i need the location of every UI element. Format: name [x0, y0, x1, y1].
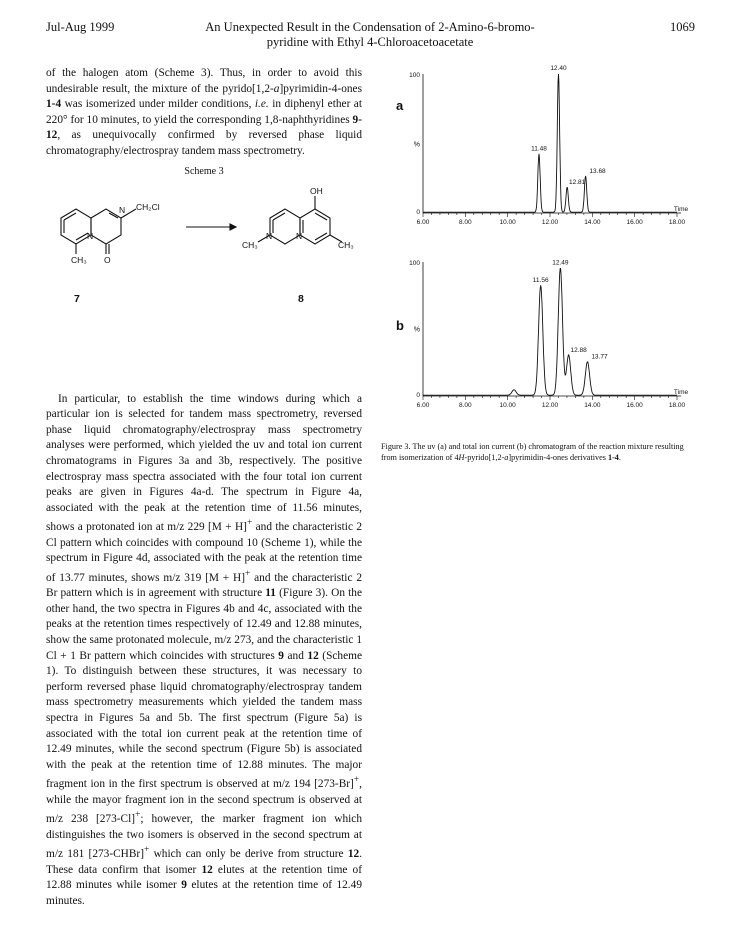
compound-ref: 9	[278, 649, 284, 662]
peak-label: 13.77	[591, 353, 608, 361]
text-run: The uv (a) and total ion current (b) chromatogram of the reaction mixture resulting from isomerization of 4	[381, 442, 684, 462]
italic-run: i.e.	[254, 98, 269, 111]
x-tick-label: 16.00	[626, 402, 643, 409]
group-ch2cl: CH₂Cl	[136, 201, 160, 212]
atom-n: N	[296, 230, 303, 241]
y-tick-label: 100	[409, 260, 420, 267]
paragraph-intro	[46, 66, 362, 160]
peak-label: 13.68	[589, 167, 606, 175]
italic-run: H	[458, 453, 465, 462]
peak-label: 12.40	[550, 65, 567, 72]
compound-ref: 12	[201, 863, 213, 876]
compound-ref: 11	[265, 587, 276, 600]
text-run: ]pyrimidin-4-ones derivatives	[508, 453, 608, 462]
text-run: ]pyrimidin-4-ones	[279, 82, 362, 95]
panel-label-b: b	[396, 318, 404, 333]
x-tick-label: 12.00	[541, 219, 559, 226]
running-header-title-line2: pyridine with Ethyl 4-Chloroacetoacetate	[266, 35, 474, 49]
running-header-date: Jul-Aug 1999	[46, 20, 115, 34]
caption-label: Figure 3.	[381, 442, 411, 451]
atom-o: O	[104, 254, 111, 265]
y-tick-label: 0	[416, 209, 420, 216]
chromatogram-trace-b	[423, 269, 677, 396]
compound-number-7: 7	[74, 292, 80, 305]
compound-ref: 9	[181, 879, 187, 892]
text-run: elutes at the retention time of 12.49 minutes.	[46, 879, 362, 907]
text-run: , as unequivocally confirmed by reversed phase liquid chromatography/electrospray tandem mass spectrometry.	[46, 129, 362, 157]
x-tick-label: 18.00	[668, 402, 686, 409]
superscript: +	[353, 775, 360, 786]
atom-n: N	[119, 204, 126, 215]
peak-label: 12.88	[570, 346, 587, 354]
y-axis-unit: %	[413, 141, 420, 149]
text-run: and the characteristic 2 Cl pattern which coincides with compound 10 (Scheme 1), while the spectrum in Figure 4d, associated with the peak at the retention time of 13.77 minutes, shows m/z 319 [M + H]	[46, 521, 363, 584]
left-column	[46, 66, 362, 909]
text-run: which can only be derive from structure	[149, 848, 348, 861]
running-header-title	[175, 20, 565, 50]
text-run: . These data confirm that isomer	[46, 848, 362, 876]
compound-number-8: 8	[298, 292, 304, 305]
superscript: +	[144, 845, 150, 856]
text-run: of the halogen atom (Scheme 3). Thus, in order to avoid this undesirable result, the mixture of the pyrido[1,2-	[46, 67, 362, 95]
scheme-3	[46, 160, 362, 392]
peak-label: 11.48	[531, 145, 547, 153]
text-run: In particular, to establish the time windows during which a particular ion is selected for tandem mass spectrometry, reversed phase liquid chromatography/electrospray mass spectrometry analyses were performed, which yielded the uv and total ion current chromatograms in Figures 3a and 3b, respectively. The positive electrospray mass spectra associated with the four total ion current peaks are given in Figures 4a-d. The spectrum in Figure 4a, associated with the peak at the retention time of 11.56 minutes, shows a protonated ion at m/z 229 [M + H]	[46, 392, 362, 534]
atom-n: N	[266, 230, 273, 241]
x-tick-label: 8.00	[459, 402, 472, 409]
italic-run: a	[504, 453, 509, 462]
pyrimidinone-ring	[91, 209, 121, 244]
figure-3-caption	[381, 441, 701, 463]
superscript: +	[135, 810, 141, 821]
paragraph-main	[46, 392, 362, 910]
text-run: elutes at the retention time of 12.88 minutes while isomer	[46, 863, 363, 892]
running-header-title-line1: An Unexpected Result in the Condensation of 2-Amino-6-bromo-	[205, 20, 535, 34]
group-ch3: CH₃	[338, 239, 354, 250]
compound-ref: 12	[307, 649, 319, 662]
scheme-title: Scheme 3	[184, 165, 224, 177]
peak-label: 12.81	[569, 178, 586, 186]
x-tick-label: 18.00	[668, 219, 686, 226]
text-run: and the characteristic 2 Br pattern which is in agreement with structure	[46, 571, 362, 600]
x-tick-label: 16.00	[626, 219, 643, 226]
x-axis-title: Time	[673, 206, 689, 213]
compound-ref: 9-12	[46, 113, 362, 142]
text-run: -pyrido[1,2-	[464, 453, 505, 462]
text-run: (Figure 3). On the other hand, the two spectra in Figures 4b and 4c, associated with the peaks at the retention times respectively of 12.49 and 12.88 minutes, show the same protonated molecule, m/z 273, and the characteristic 1 Cl + 1 Br pattern which coincides with structures	[46, 587, 362, 662]
compound-ref: 1-4	[607, 453, 619, 462]
italic-run: a	[273, 82, 280, 95]
naphthyridine-ring-right	[300, 209, 330, 244]
page-number: 1069	[670, 20, 695, 34]
x-tick-label: 6.00	[416, 219, 430, 226]
text-run: (Scheme 1). To distinguish between these structures, it was necessary to perform reversed phase liquid chromatography/electrospray tandem mass spectrometry measurements which yielded the tandem mass spectra in Figures 5a and 5b. The first spectrum (Figure 5a) is associated with the total ion current peak at the retention time of 12.49 minutes, while the second spectrum (Figure 5b) is associated with the peak at the retention time of 12.88 minutes. The major fragment ion in the first spectrum is observed at m/z 194 [273-Br]	[46, 649, 362, 791]
peak-label: 12.49	[552, 259, 569, 267]
x-tick-label: 6.00	[416, 402, 430, 409]
x-tick-label: 14.00	[584, 402, 601, 409]
y-axis-unit: %	[413, 326, 420, 334]
text-run: , while the mayor fragment ion in the second spectrum is observed at m/z 238 [273-Cl]	[46, 778, 362, 826]
group-oh: OH	[310, 185, 323, 196]
figure-3	[381, 60, 701, 440]
text-run: and	[283, 649, 308, 662]
text-run: was isomerized under milder conditions,	[61, 98, 255, 111]
y-tick-label: 0	[416, 392, 420, 399]
group-ch3: CH₃	[71, 254, 87, 265]
compound-ref: 1-4	[46, 98, 62, 111]
superscript: +	[246, 518, 253, 529]
text-run: .	[618, 453, 621, 462]
x-tick-label: 12.00	[541, 402, 559, 409]
chromatogram-figure	[381, 60, 701, 435]
y-tick-label: 100	[409, 72, 420, 79]
scheme-3-structures	[46, 182, 362, 382]
superscript: +	[244, 568, 251, 579]
panel-label-a: a	[396, 98, 404, 113]
x-tick-label: 14.00	[584, 219, 601, 226]
compound-ref: 12	[347, 848, 360, 861]
text-run: ; however, the marker fragment ion which distinguishes the two isomers is observed in the second spectrum at m/z 181 [273-CHBr]	[46, 813, 363, 861]
x-tick-label: 10.00	[499, 219, 516, 226]
x-tick-label: 8.00	[459, 219, 472, 226]
text-run: in diphenyl ether at 220° for 10 minutes, to yield the corresponding 1,8-naphthyridines	[46, 98, 362, 126]
atom-n: N	[87, 230, 94, 241]
group-ch3: CH₃	[242, 239, 258, 250]
chromatogram-trace-a	[423, 74, 677, 212]
peak-label: 11.56	[532, 277, 549, 285]
x-tick-label: 10.00	[499, 402, 516, 409]
x-axis-title: Time	[673, 389, 689, 396]
